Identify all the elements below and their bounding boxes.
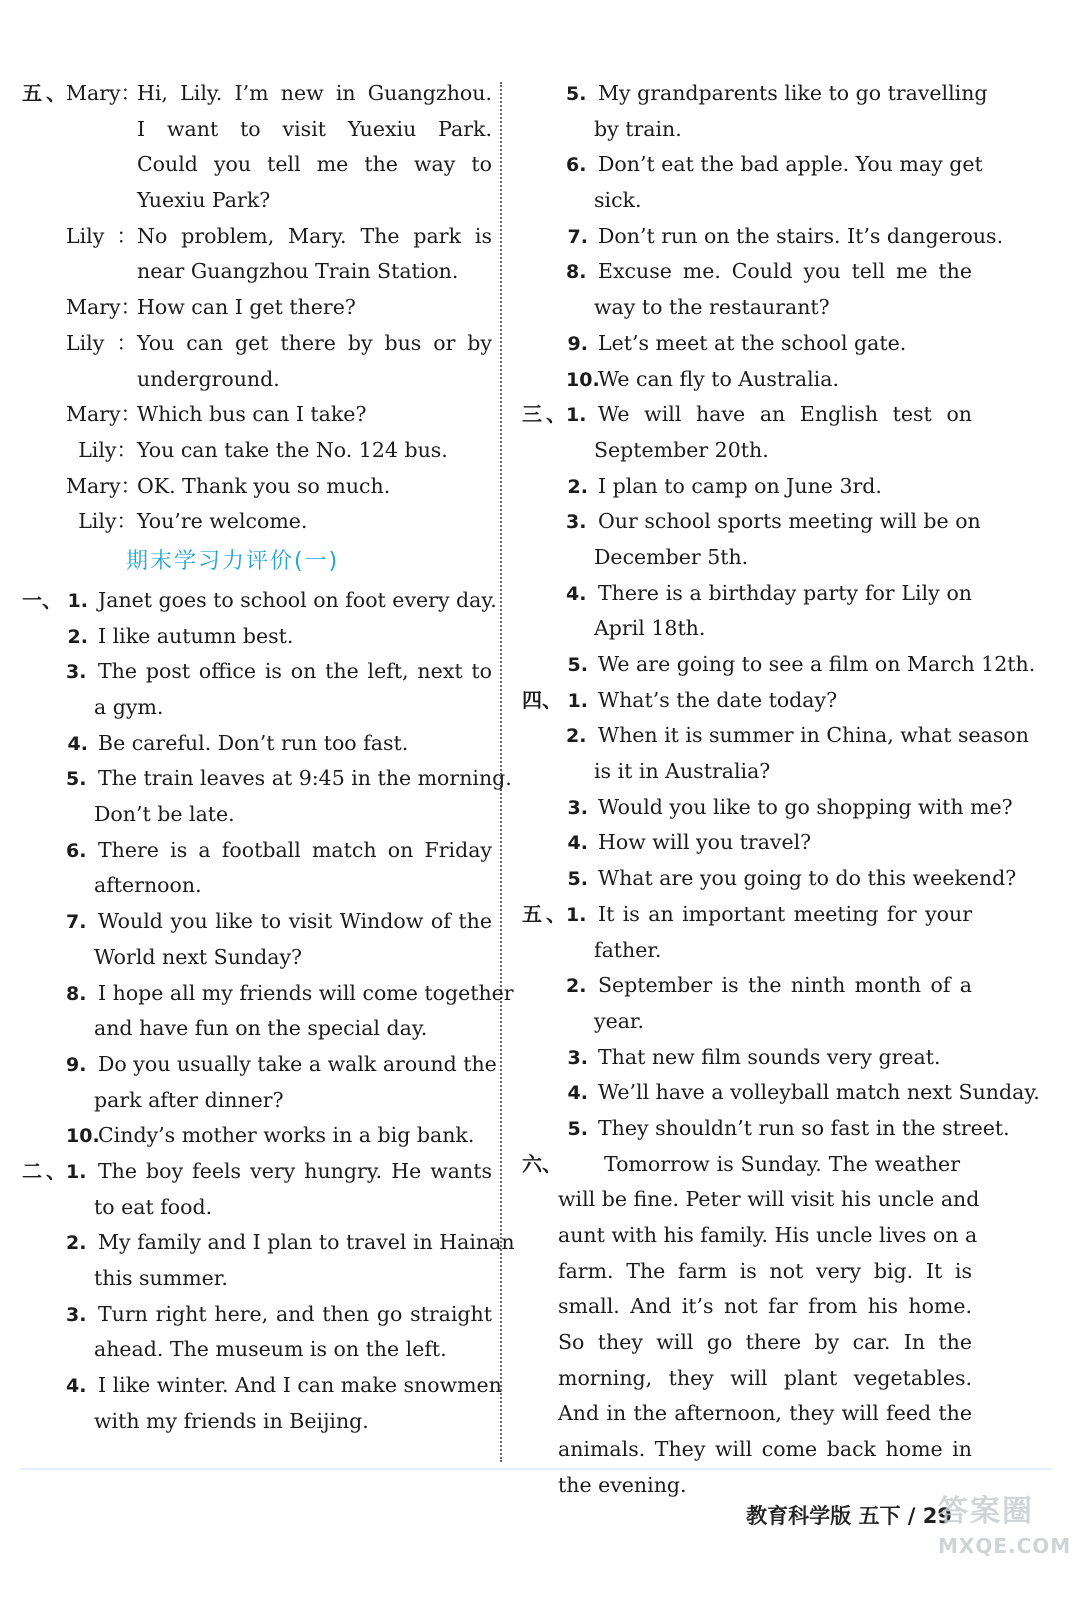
answer-line — [522, 76, 988, 112]
speaker-label: Lily： — [78, 437, 137, 462]
dialogue-line — [22, 112, 492, 148]
answer-text: I like winter. And I can make snowmen — [98, 1373, 502, 1398]
section-marker: 四、 — [522, 687, 562, 712]
answer-line — [522, 540, 972, 576]
answer-text: When it is summer in China, what season — [598, 723, 1029, 748]
answer-text: sick. — [594, 188, 642, 213]
dialogue-line — [22, 290, 492, 326]
passage-text: the evening. — [558, 1472, 687, 1497]
answer-text: My family and I plan to travel in Hainan — [98, 1230, 515, 1255]
answer-line — [22, 1011, 492, 1047]
item-number: 2. — [67, 625, 88, 648]
answer-line — [22, 619, 492, 655]
passage-line — [522, 1361, 972, 1397]
passage-line — [522, 1147, 972, 1183]
answer-text: Cindy’s mother works in a big bank. — [98, 1123, 475, 1148]
passage-line — [522, 1468, 972, 1504]
item-number: 1. — [67, 589, 88, 612]
answer-text: Do you usually take a walk around the — [98, 1051, 497, 1076]
answer-text: They shouldn’t run so fast in the street. — [598, 1115, 1010, 1140]
item-number: 7. — [567, 225, 588, 248]
answer-text: There is a birthday party for Lily on — [598, 580, 972, 605]
dialogue-text: How can I get there? — [137, 295, 356, 320]
answer-line — [22, 904, 492, 940]
dialogue-line — [22, 326, 492, 362]
answer-line — [22, 976, 514, 1012]
section-marker: 六、 — [522, 1151, 562, 1176]
passage-line — [522, 1432, 972, 1468]
answer-line — [522, 504, 981, 540]
answer-text: Don’t be late. — [94, 802, 235, 827]
item-number: 1. — [566, 404, 587, 427]
item-number: 7. — [66, 911, 87, 934]
answer-line — [522, 1040, 972, 1076]
answer-text: We are going to see a film on March 12th. — [598, 652, 1036, 676]
item-number: 4. — [566, 582, 587, 605]
answer-text: this summer. — [94, 1266, 228, 1290]
item-number: 5. — [567, 654, 588, 676]
item-number: 2. — [566, 725, 587, 748]
answer-line — [522, 754, 972, 790]
item-number: 5. — [567, 868, 588, 891]
answer-line — [522, 254, 972, 290]
page-footer: 教育科学版 五下 / 29 — [746, 1504, 952, 1528]
item-number: 2. — [566, 975, 587, 998]
answer-text: way to the restaurant? — [594, 295, 830, 320]
answer-text: to eat food. — [94, 1194, 213, 1219]
answer-text: by train. — [594, 116, 682, 141]
answer-text: We will have an English test on — [598, 402, 972, 427]
answer-line — [522, 576, 972, 612]
item-number: 3. — [567, 796, 588, 819]
item-number: 6. — [566, 154, 587, 177]
section-marker: 五、 — [522, 901, 566, 926]
answer-line — [522, 611, 972, 647]
speaker-label: Mary： — [66, 295, 142, 320]
item-number: 3. — [66, 661, 87, 684]
item-number: 1. — [66, 1160, 87, 1183]
answer-text: Don’t eat the bad apple. You may get — [598, 152, 983, 177]
answer-line — [22, 761, 512, 797]
answer-line — [522, 683, 972, 719]
item-number: 9. — [66, 1053, 87, 1076]
right-column — [522, 76, 1040, 1504]
answer-text: What are you going to do this weekend? — [598, 866, 1017, 891]
dialogue-text: You can get there by bus or by — [137, 330, 492, 355]
answer-text: September is the ninth month of a — [598, 973, 972, 998]
answer-text: ahead. The museum is on the left. — [94, 1337, 447, 1362]
answer-line — [22, 797, 492, 833]
answer-text: Turn right here, and then go straight — [98, 1301, 492, 1326]
speaker-label: Lily： — [66, 223, 137, 248]
answer-text: That new film sounds very great. — [598, 1044, 941, 1069]
answer-text: I plan to camp on June 3rd. — [598, 473, 882, 498]
answer-line — [22, 690, 492, 726]
answer-line — [22, 1083, 492, 1119]
test-heading: 期末学习力评价(一) — [126, 548, 340, 574]
answer-line — [522, 112, 972, 148]
passage-text: will be fine. Peter will visit his uncle and — [558, 1187, 980, 1212]
answer-line — [522, 397, 972, 433]
answer-line — [22, 940, 492, 976]
answer-line — [22, 1118, 492, 1154]
answer-text: afternoon. — [94, 873, 202, 898]
dialogue-text: OK. Thank you so much. — [137, 473, 391, 498]
answer-line — [522, 326, 972, 362]
answer-text: Don’t run on the stairs. It’s dangerous. — [598, 223, 1004, 248]
item-number: 4. — [567, 832, 588, 855]
answer-line — [22, 1154, 492, 1190]
dialogue-line — [22, 76, 492, 112]
passage-text: small. And it’s not far from his home. — [558, 1294, 972, 1319]
answer-text: is it in Australia? — [594, 759, 771, 784]
answer-line — [522, 647, 1036, 683]
item-number: 5. — [567, 1117, 588, 1140]
answer-line — [522, 861, 1017, 897]
answer-text: Our school sports meeting will be on — [598, 509, 981, 534]
dialogue-text: I want to visit Yuexiu Park. — [137, 116, 492, 141]
answer-text: father. — [594, 937, 662, 962]
passage-text: aunt with his family. His uncle lives on a — [558, 1223, 978, 1247]
item-number: 1. — [567, 689, 588, 712]
dialogue-text: You can take the No. 124 bus. — [137, 437, 448, 462]
answer-text: Be careful. Don’t run too fast. — [98, 730, 409, 755]
passage-line — [522, 1396, 972, 1432]
passage-line — [522, 1182, 980, 1218]
item-number: 2. — [567, 475, 588, 498]
dialogue-line — [22, 397, 492, 433]
watermark-logo — [938, 1486, 1072, 1586]
answer-text: Let’s meet at the school gate. — [598, 330, 907, 355]
answer-line — [522, 1004, 972, 1040]
answer-line — [22, 1047, 497, 1083]
answer-line — [522, 469, 972, 505]
answer-text: park after dinner? — [94, 1087, 284, 1112]
section-marker: 五、 — [22, 81, 66, 105]
answer-line — [522, 825, 972, 861]
answer-line — [22, 1190, 492, 1226]
watermark-url: MXQE.COM — [938, 1534, 1072, 1558]
answer-text: Would you like to go shopping with me? — [598, 794, 1013, 819]
dialogue-line — [22, 504, 492, 540]
answer-text: a gym. — [94, 695, 164, 719]
left-column — [22, 76, 515, 1439]
answer-text: How will you travel? — [598, 830, 812, 855]
passage-text: animals. They will come back home in — [558, 1437, 972, 1462]
answer-text: The train leaves at 9:45 in the morning. — [98, 766, 512, 791]
dialogue-text: near Guangzhou Train Station. — [137, 259, 459, 284]
answer-text: It is an important meeting for your — [598, 901, 972, 926]
item-number: 4. — [567, 1082, 588, 1105]
answer-text: Would you like to visit Window of the — [98, 909, 492, 934]
dialogue-line — [22, 433, 492, 469]
item-number: 5. — [66, 768, 87, 791]
answer-line — [522, 147, 983, 183]
answer-line — [522, 718, 1029, 754]
dialogue-line — [22, 147, 492, 183]
dialogue-text: Yuexiu Park? — [137, 188, 271, 213]
answer-line — [22, 1225, 515, 1261]
answer-line — [22, 1332, 492, 1368]
answer-text: My grandparents like to go travelling — [598, 81, 988, 105]
answer-line — [522, 933, 972, 969]
passage-line — [522, 1289, 972, 1325]
dialogue-line — [22, 183, 492, 219]
dialogue-line — [22, 362, 492, 398]
answer-line — [522, 1111, 1010, 1147]
answer-line — [522, 219, 1004, 255]
answer-line — [522, 433, 972, 469]
answer-line — [22, 1368, 502, 1404]
answer-text: We can fly to Australia. — [598, 366, 839, 391]
item-number: 6. — [66, 839, 87, 862]
item-number: 1. — [566, 903, 587, 926]
item-number: 4. — [67, 732, 88, 755]
answer-text: April 18th. — [594, 616, 706, 641]
answer-line — [22, 1297, 492, 1333]
dialogue-text: Could you tell me the way to — [137, 152, 492, 177]
speaker-label: Mary： — [66, 81, 142, 105]
passage-line — [522, 1254, 972, 1290]
answer-line — [522, 790, 1013, 826]
speaker-label: Lily： — [78, 509, 137, 534]
passage-text: So they will go there by car. In the — [558, 1330, 972, 1355]
section-marker: 一、 — [22, 587, 62, 612]
answer-text: year. — [594, 1008, 644, 1033]
answer-text: The post office is on the left, next to — [98, 659, 492, 684]
answer-line — [22, 726, 492, 762]
answer-line — [522, 290, 972, 326]
speaker-label: Lily： — [66, 330, 137, 355]
dialogue-line — [22, 469, 492, 505]
speaker-label: Mary： — [66, 473, 142, 498]
watermark-text: 答案圈 — [938, 1494, 1034, 1529]
section-marker: 三、 — [522, 402, 566, 427]
dialogue-text: You’re welcome. — [137, 509, 308, 534]
answer-line — [522, 897, 972, 933]
answer-text: Excuse me. Could you tell me the — [598, 259, 972, 284]
passage-text: farm. The farm is not very big. It is — [558, 1258, 972, 1283]
item-number: 3. — [567, 1046, 588, 1069]
answer-line — [22, 654, 492, 690]
item-number: 9. — [567, 332, 588, 355]
answer-text: and have fun on the special day. — [94, 1016, 428, 1041]
dialogue-text: Which bus can I take? — [137, 402, 367, 427]
dialogue-text: underground. — [137, 366, 280, 391]
answer-line — [522, 183, 972, 219]
answer-text: I hope all my friends will come together — [98, 980, 514, 1005]
answer-text: World next Sunday? — [94, 944, 303, 969]
answer-line — [522, 362, 972, 398]
answer-line — [522, 968, 972, 1004]
answer-text: I like autumn best. — [98, 623, 294, 648]
answer-text: Janet goes to school on foot every day. — [98, 587, 497, 612]
item-number: 5. — [566, 83, 587, 105]
answer-text: We’ll have a volleyball match next Sunday. — [598, 1080, 1040, 1105]
answer-text: The boy feels very hungry. He wants — [98, 1158, 492, 1183]
item-number: 2. — [66, 1232, 87, 1255]
item-number: 8. — [66, 982, 87, 1005]
passage-line — [522, 1325, 972, 1361]
section-marker: 二、 — [22, 1158, 66, 1183]
dialogue-line — [22, 254, 492, 290]
item-number: 10. — [566, 368, 600, 391]
passage-text: Tomorrow is Sunday. The weather — [604, 1151, 960, 1176]
answer-text: December 5th. — [594, 544, 749, 569]
item-number: 3. — [566, 511, 587, 534]
answer-text: with my friends in Beijing. — [94, 1408, 369, 1433]
speaker-label: Mary： — [66, 402, 142, 427]
item-number: 10. — [66, 1125, 100, 1148]
answer-line — [22, 833, 492, 869]
footer-rule — [20, 1468, 1052, 1470]
answer-line — [522, 1075, 1040, 1111]
item-number: 3. — [66, 1303, 87, 1326]
answer-line — [22, 1261, 492, 1297]
passage-text: And in the afternoon, they will feed the — [558, 1401, 972, 1426]
item-number: 8. — [566, 261, 587, 284]
item-number: 4. — [66, 1375, 87, 1398]
answer-line — [22, 868, 492, 904]
dialogue-text: No problem, Mary. The park is — [137, 223, 492, 248]
answer-text: September 20th. — [594, 437, 769, 462]
dialogue-text: Hi, Lily. I’m new in Guangzhou. — [137, 81, 492, 105]
passage-text: morning, they will plant vegetables. — [558, 1365, 972, 1390]
answer-text: What’s the date today? — [598, 687, 838, 712]
answer-text: There is a football match on Friday — [98, 837, 492, 862]
answer-line — [22, 1404, 492, 1440]
answer-line — [22, 583, 497, 619]
passage-line — [522, 1218, 978, 1254]
dialogue-line — [22, 219, 492, 255]
